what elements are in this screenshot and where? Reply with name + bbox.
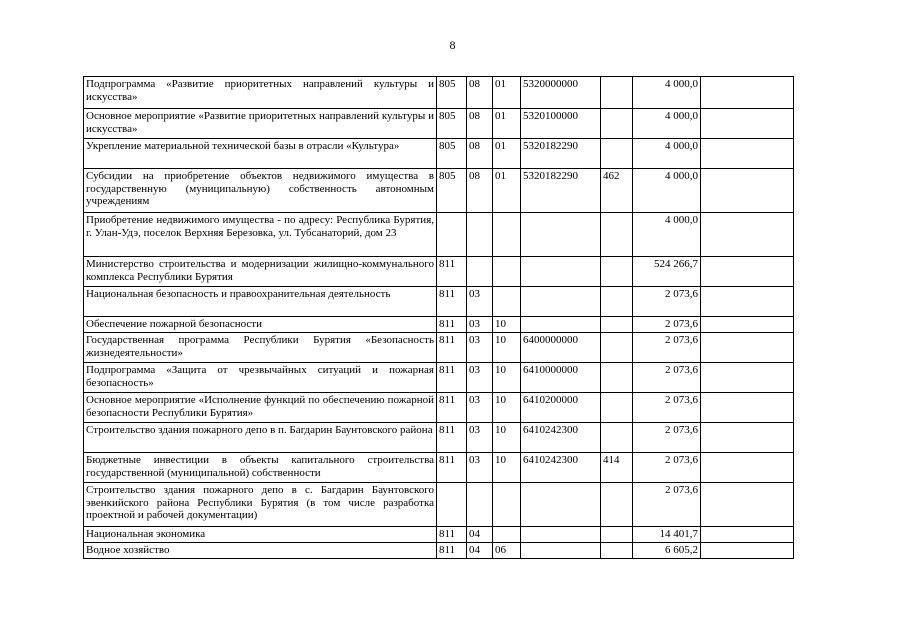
cell-ministry: 811	[437, 393, 467, 423]
cell-ministry: 811	[437, 453, 467, 483]
table-row	[84, 287, 794, 317]
cell-subsection: 01	[493, 77, 521, 109]
cell-ministry: 805	[437, 109, 467, 139]
cell-ministry: 811	[437, 423, 467, 453]
cell-amount: 4 000,0	[633, 169, 701, 213]
cell-ministry	[437, 483, 467, 527]
cell-section: 03	[467, 393, 493, 423]
cell-ministry: 811	[437, 527, 467, 543]
cell-ministry: 805	[437, 139, 467, 169]
cell-section	[467, 483, 493, 527]
cell-name: Строительство здания пожарного депо в п. Багдарин Баунтовского района	[84, 423, 437, 453]
cell-extra	[701, 333, 794, 363]
cell-extra	[701, 363, 794, 393]
cell-subsection: 10	[493, 453, 521, 483]
table-row	[84, 453, 794, 483]
cell-target: 6410000000	[521, 363, 601, 393]
cell-target: 6410242300	[521, 453, 601, 483]
cell-section: 03	[467, 453, 493, 483]
cell-target	[521, 527, 601, 543]
cell-extra	[701, 317, 794, 333]
cell-extra	[701, 423, 794, 453]
cell-subsection: 06	[493, 543, 521, 559]
cell-section: 03	[467, 333, 493, 363]
cell-expense: 462	[601, 169, 633, 213]
cell-name: Подпрограмма «Развитие приоритетных направлений культуры и искусства»	[84, 77, 437, 109]
table-row	[84, 317, 794, 333]
cell-ministry: 811	[437, 333, 467, 363]
cell-name: Основное мероприятие «Развитие приоритетных направлений культуры и искусства»	[84, 109, 437, 139]
cell-section: 04	[467, 543, 493, 559]
cell-target: 5320000000	[521, 77, 601, 109]
cell-amount: 2 073,6	[633, 363, 701, 393]
cell-expense	[601, 423, 633, 453]
cell-name: Национальная безопасность и правоохранительная деятельность	[84, 287, 437, 317]
cell-name: Субсидии на приобретение объектов недвижимого имущества в государственную (муниципальную) собственность автономным учреждениям	[84, 169, 437, 213]
cell-expense	[601, 257, 633, 287]
cell-extra	[701, 543, 794, 559]
cell-ministry	[437, 213, 467, 257]
cell-expense	[601, 527, 633, 543]
cell-expense	[601, 77, 633, 109]
cell-amount: 14 401,7	[633, 527, 701, 543]
cell-subsection	[493, 483, 521, 527]
cell-expense	[601, 483, 633, 527]
cell-name: Государственная программа Республики Бурятия «Безопасность жизнедеятельности»	[84, 333, 437, 363]
table-row	[84, 543, 794, 559]
cell-expense	[601, 109, 633, 139]
cell-target	[521, 213, 601, 257]
cell-section: 03	[467, 287, 493, 317]
cell-subsection: 10	[493, 333, 521, 363]
cell-expense	[601, 363, 633, 393]
table-row	[84, 109, 794, 139]
table-row	[84, 213, 794, 257]
cell-section: 08	[467, 169, 493, 213]
cell-amount: 2 073,6	[633, 393, 701, 423]
cell-expense: 414	[601, 453, 633, 483]
cell-target: 5320100000	[521, 109, 601, 139]
cell-target: 5320182290	[521, 139, 601, 169]
cell-subsection: 01	[493, 139, 521, 169]
cell-subsection	[493, 287, 521, 317]
cell-section: 03	[467, 363, 493, 393]
cell-extra	[701, 139, 794, 169]
cell-subsection: 10	[493, 423, 521, 453]
cell-ministry: 811	[437, 317, 467, 333]
cell-amount: 4 000,0	[633, 109, 701, 139]
budget-table-body	[84, 77, 794, 559]
table-row	[84, 169, 794, 213]
cell-section: 08	[467, 139, 493, 169]
cell-section: 04	[467, 527, 493, 543]
table-row	[84, 483, 794, 527]
cell-expense	[601, 317, 633, 333]
cell-amount: 2 073,6	[633, 423, 701, 453]
cell-amount: 2 073,6	[633, 333, 701, 363]
cell-amount: 6 605,2	[633, 543, 701, 559]
cell-expense	[601, 139, 633, 169]
cell-amount: 2 073,6	[633, 317, 701, 333]
cell-subsection	[493, 527, 521, 543]
cell-name: Обеспечение пожарной безопасности	[84, 317, 437, 333]
cell-subsection	[493, 213, 521, 257]
cell-ministry: 811	[437, 543, 467, 559]
cell-expense	[601, 333, 633, 363]
cell-extra	[701, 213, 794, 257]
budget-table	[83, 76, 794, 559]
cell-extra	[701, 257, 794, 287]
cell-ministry: 805	[437, 77, 467, 109]
cell-name: Бюджетные инвестиции в объекты капитального строительства государственной (муниципальной) собственности	[84, 453, 437, 483]
cell-section: 08	[467, 109, 493, 139]
cell-ministry: 811	[437, 257, 467, 287]
cell-amount: 2 073,6	[633, 287, 701, 317]
cell-extra	[701, 77, 794, 109]
cell-target	[521, 483, 601, 527]
cell-ministry: 811	[437, 363, 467, 393]
cell-amount: 2 073,6	[633, 483, 701, 527]
cell-target: 6410242300	[521, 423, 601, 453]
cell-name: Основное мероприятие «Исполнение функций по обеспечению пожарной безопасности Республики Бурятия»	[84, 393, 437, 423]
cell-section	[467, 257, 493, 287]
cell-subsection	[493, 257, 521, 287]
cell-amount: 524 266,7	[633, 257, 701, 287]
cell-expense	[601, 213, 633, 257]
table-row	[84, 363, 794, 393]
cell-amount: 4 000,0	[633, 77, 701, 109]
cell-extra	[701, 483, 794, 527]
cell-subsection: 01	[493, 109, 521, 139]
cell-expense	[601, 543, 633, 559]
cell-subsection: 10	[493, 393, 521, 423]
table-row	[84, 77, 794, 109]
cell-target: 5320182290	[521, 169, 601, 213]
cell-subsection: 10	[493, 317, 521, 333]
cell-amount: 4 000,0	[633, 213, 701, 257]
table-row	[84, 333, 794, 363]
cell-subsection: 10	[493, 363, 521, 393]
cell-extra	[701, 527, 794, 543]
cell-extra	[701, 287, 794, 317]
cell-name: Приобретение недвижимого имущества - по адресу: Республика Бурятия, г. Улан-Удэ, поселок Верхняя Березовка, ул. Тубсанаторий, дом 23	[84, 213, 437, 257]
cell-ministry: 805	[437, 169, 467, 213]
cell-name: Водное хозяйство	[84, 543, 437, 559]
cell-target: 6400000000	[521, 333, 601, 363]
cell-subsection: 01	[493, 169, 521, 213]
cell-name: Подпрограмма «Защита от чрезвычайных ситуаций и пожарная безопасность»	[84, 363, 437, 393]
cell-extra	[701, 169, 794, 213]
table-row	[84, 423, 794, 453]
cell-target: 6410200000	[521, 393, 601, 423]
cell-extra	[701, 453, 794, 483]
cell-ministry: 811	[437, 287, 467, 317]
cell-name: Национальная экономика	[84, 527, 437, 543]
cell-amount: 4 000,0	[633, 139, 701, 169]
table-row	[84, 257, 794, 287]
table-row	[84, 527, 794, 543]
table-row	[84, 139, 794, 169]
cell-target	[521, 543, 601, 559]
cell-extra	[701, 109, 794, 139]
cell-section: 08	[467, 77, 493, 109]
cell-target	[521, 257, 601, 287]
cell-section	[467, 213, 493, 257]
cell-name: Укрепление материальной технической базы в отрасли «Культура»	[84, 139, 437, 169]
cell-target	[521, 317, 601, 333]
cell-target	[521, 287, 601, 317]
cell-extra	[701, 393, 794, 423]
cell-section: 03	[467, 423, 493, 453]
page-number: 8	[449, 38, 456, 52]
cell-name: Министерство строительства и модернизации жилищно-коммунального комплекса Республики Бурятия	[84, 257, 437, 287]
cell-section: 03	[467, 317, 493, 333]
cell-expense	[601, 393, 633, 423]
table-row	[84, 393, 794, 423]
cell-amount: 2 073,6	[633, 453, 701, 483]
cell-expense	[601, 287, 633, 317]
cell-name: Строительство здания пожарного депо в с. Багдарин Баунтовского эвенкийского района Республики Бурятия (в том числе разработка проектной и рабочей документации)	[84, 483, 437, 527]
